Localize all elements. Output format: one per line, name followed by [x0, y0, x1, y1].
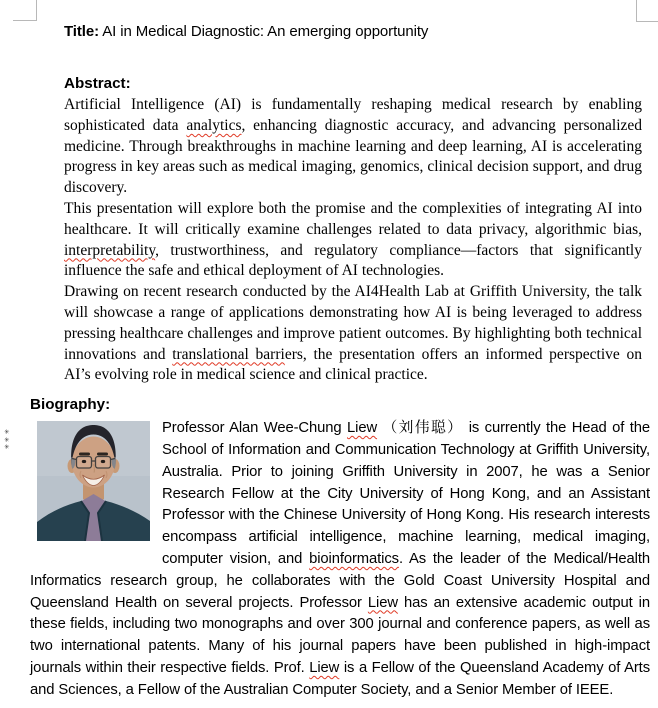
text-segment: has an extensive academic output in these fields, including two monographs and over 300 journal and conference papers, as well as two international patents. Many of his journal papers have been published in high-impact journals within their respective fields. Prof.	[30, 594, 650, 676]
professor-photo-svg	[37, 421, 150, 541]
abstract-paragraph-1	[64, 95, 642, 199]
left-margin-asterisk-marks	[4, 429, 9, 452]
text-segment: is a Fellow of the Queensland Academy of Arts and Sciences, a Fellow of the Australian Computer Society, and a Senior Member of IEEE.	[30, 659, 650, 698]
misspelled-text-segment: Liew	[367, 594, 398, 611]
text-segment: （刘伟聪） is currently the Head of the School of Information and Communication Technology at Griffith University, Australia. Prior to joining Griffith University in 2007, he was a Senior Research Fellow at the City University of Hong Kong, and an Assistant Professor with the Chinese University of Hong Kong. His research interests encompass artificial intelligence, machine learning, medical imaging, computer vision, and	[162, 420, 650, 567]
abstract-heading: Abstract:	[64, 75, 131, 92]
biography-heading: Biography:	[30, 396, 111, 414]
biography-paragraph	[30, 418, 650, 701]
text-segment: This presentation will explore both the promise and the complexities of integrating AI into healthcare. It will critically examine challenges related to data privacy, algorithmic bias,	[64, 199, 642, 238]
asterisk-mark-icon: ✳	[4, 444, 10, 452]
text-segment: Drawing on recent research conducted by the AI4Health Lab at Griffith University, the talk will showcase a range of applications demonstrating how AI is being leveraged to address pressing healthcare challenges and improve patient outcomes. By highlighting both technical innovations and	[64, 283, 642, 363]
text-segment: , enhancing diagnostic accuracy, and advancing personalized medicine. Through breakthroughs in machine learning and deep learning, AI is accelerating progress in key areas such as medical imaging, genomics, clinical decision support, and drug discovery.	[64, 116, 643, 197]
title-label: Title:	[64, 23, 99, 40]
text-segment: . As the leader of the Medical/Health Informatics research group, he collaborates with the Gold Coast University Hospital and Queensland Health on several projects. Professor	[30, 550, 650, 611]
title-abstract-section	[64, 0, 642, 386]
title-text: AI in Medical Diagnostic: An emerging opportunity	[98, 23, 429, 40]
text-segment: ers, the presentation offers an informed perspective on AI’s evolving role in medical science and clinical practice.	[64, 345, 642, 384]
misspelled-text-segment: translational barri	[172, 345, 285, 363]
title-line	[64, 0, 642, 41]
misspelled-text-segment: Liew	[309, 659, 340, 676]
misspelled-text-segment: bioinformatics	[309, 550, 399, 567]
professor-photo[interactable]	[37, 421, 150, 541]
abstract-body	[64, 95, 642, 386]
margin-crop-mark-top-left-icon	[13, 0, 37, 21]
text-segment: , trustworthiness, and regulatory compliance—factors that significantly influence the safe and ethical deployment of AI technologies.	[64, 241, 642, 280]
asterisk-mark-icon: ✳	[4, 429, 10, 436]
abstract-paragraph-2	[64, 199, 642, 282]
margin-crop-mark-top-right-icon	[636, 0, 658, 22]
biography-section	[30, 396, 650, 701]
misspelled-text-segment: Liew	[347, 420, 378, 437]
misspelled-text-segment: analytics	[186, 116, 242, 134]
asterisk-mark-icon: ✳	[4, 436, 10, 444]
misspelled-text-segment: interpretability	[64, 241, 156, 259]
text-segment: Professor Alan Wee-Chung	[162, 420, 347, 437]
abstract-paragraph-3	[64, 282, 642, 386]
text-segment: Artificial Intelligence (AI) is fundamentally reshaping medical research by enabling sophisticated data	[64, 96, 642, 134]
